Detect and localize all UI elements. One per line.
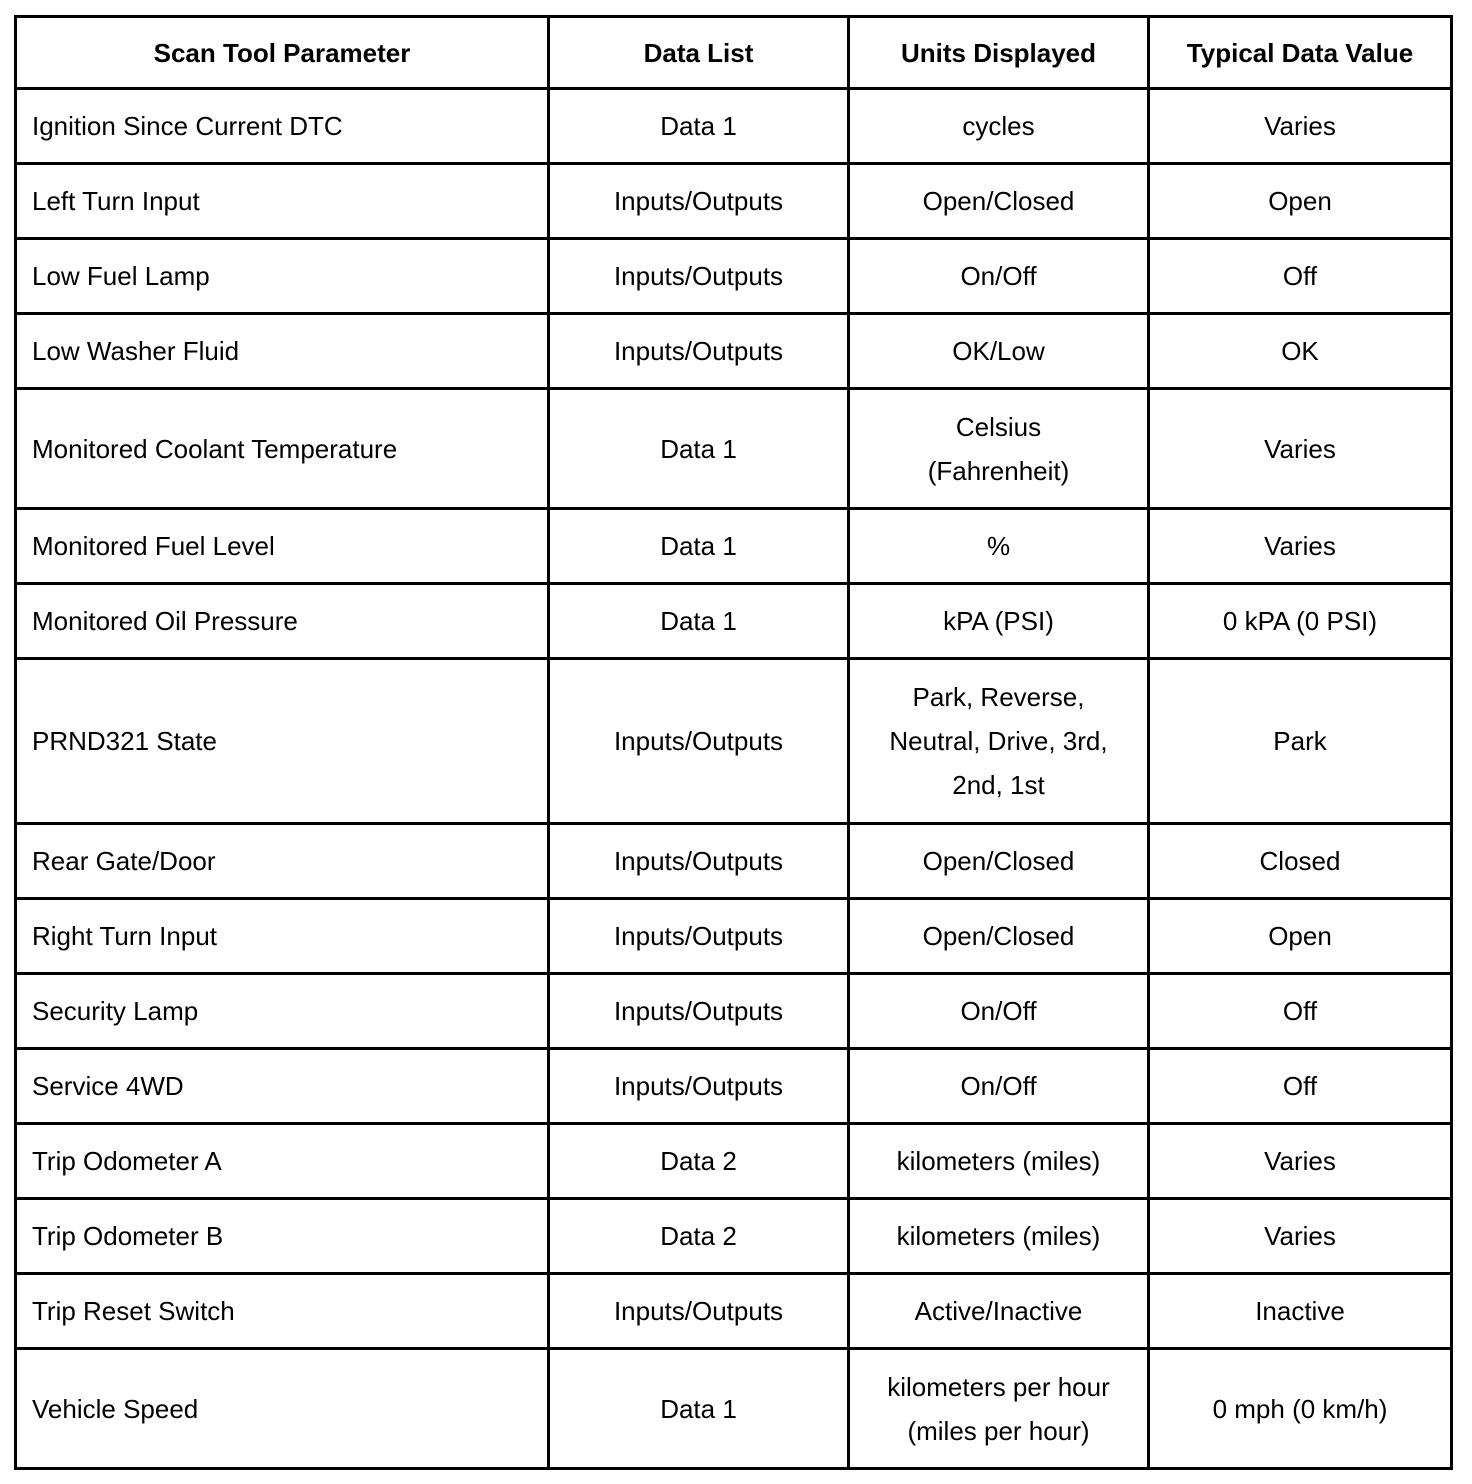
- parameter-text: Left Turn Input: [32, 186, 200, 216]
- parameter-text: Trip Odometer B: [32, 1221, 224, 1251]
- units-text: Celsius (Fahrenheit): [927, 411, 1070, 486]
- data-list-text: Inputs/Outputs: [613, 726, 784, 756]
- units-text: %: [986, 531, 1011, 561]
- cell-units: [849, 1274, 1149, 1349]
- cell-units: [849, 1199, 1149, 1274]
- cell-data-list: [549, 239, 849, 314]
- parameter-text: Low Washer Fluid: [32, 336, 240, 366]
- units-text: kilometers (miles): [896, 1146, 1101, 1176]
- parameter-text: Security Lamp: [32, 996, 199, 1026]
- data-list-text: Inputs/Outputs: [613, 261, 784, 291]
- data-list-text: Inputs/Outputs: [613, 996, 784, 1026]
- typical-value-text: Varies: [1264, 111, 1336, 141]
- data-list-text: Data 1: [660, 1393, 737, 1424]
- parameter-text: Ignition Since Current DTC: [32, 111, 343, 141]
- cell-parameter: [16, 1049, 549, 1124]
- table-row: [16, 584, 1452, 659]
- cell-parameter: [16, 659, 549, 824]
- cell-units: [849, 1049, 1149, 1124]
- table-row: [16, 1124, 1452, 1199]
- cell-data-list: [549, 584, 849, 659]
- cell-parameter: [16, 89, 549, 164]
- cell-data-list: [549, 1199, 849, 1274]
- cell-data-list: [549, 164, 849, 239]
- parameter-text: Monitored Coolant Temperature: [32, 433, 398, 464]
- cell-units: [849, 509, 1149, 584]
- typical-value-text: OK: [1281, 336, 1319, 366]
- table-row: [16, 509, 1452, 584]
- data-list-text: Data 2: [660, 1146, 737, 1176]
- cell-units: [849, 239, 1149, 314]
- cell-parameter: [16, 314, 549, 389]
- typical-value-text: Off: [1282, 261, 1318, 291]
- cell-data-list: [549, 1124, 849, 1199]
- cell-typical-value: [1149, 164, 1452, 239]
- cell-parameter: [16, 1349, 549, 1469]
- cell-units: [849, 584, 1149, 659]
- data-list-text: Inputs/Outputs: [613, 1071, 784, 1101]
- table-row: [16, 314, 1452, 389]
- typical-value-text: Varies: [1264, 531, 1336, 561]
- data-list-text: Data 1: [660, 111, 737, 141]
- parameter-text: Right Turn Input: [32, 921, 217, 951]
- table-row: [16, 899, 1452, 974]
- cell-parameter: [16, 1124, 549, 1199]
- table-body: [16, 89, 1452, 1469]
- data-list-text: Data 1: [660, 606, 737, 636]
- cell-typical-value: [1149, 1199, 1452, 1274]
- cell-parameter: [16, 509, 549, 584]
- parameter-text: PRND321 State: [32, 726, 217, 756]
- typical-value-text: 0 kPA (0 PSI): [1222, 606, 1378, 636]
- units-text: Open/Closed: [922, 921, 1075, 951]
- table-row: [16, 389, 1452, 509]
- cell-parameter: [16, 239, 549, 314]
- table-row: [16, 89, 1452, 164]
- cell-data-list: [549, 974, 849, 1049]
- typical-value-text: 0 mph (0 km/h): [1212, 1393, 1388, 1424]
- typical-value-text: Open: [1268, 186, 1332, 216]
- cell-parameter: [16, 584, 549, 659]
- units-text: On/Off: [960, 996, 1037, 1026]
- cell-parameter: [16, 899, 549, 974]
- cell-typical-value: [1149, 314, 1452, 389]
- cell-typical-value: [1149, 1349, 1452, 1469]
- data-list-text: Data 1: [660, 531, 737, 561]
- cell-units: [849, 89, 1149, 164]
- cell-parameter: [16, 974, 549, 1049]
- units-text: Active/Inactive: [914, 1296, 1083, 1326]
- typical-value-text: Off: [1282, 996, 1318, 1026]
- cell-data-list: [549, 509, 849, 584]
- typical-value-text: Varies: [1264, 433, 1336, 464]
- units-text: cycles: [962, 111, 1035, 141]
- cell-data-list: [549, 659, 849, 824]
- cell-parameter: [16, 164, 549, 239]
- cell-typical-value: [1149, 1049, 1452, 1124]
- units-text: kPA (PSI): [943, 606, 1054, 636]
- cell-parameter: [16, 1274, 549, 1349]
- units-text: On/Off: [960, 261, 1037, 291]
- header-scan-tool-parameter: Scan Tool Parameter: [16, 17, 549, 89]
- units-text: Park, Reverse, Neutral, Drive, 3rd, 2nd, 1st: [889, 682, 1108, 800]
- units-text: OK/Low: [952, 336, 1045, 366]
- data-list-text: Inputs/Outputs: [613, 846, 784, 876]
- parameter-text: Monitored Fuel Level: [32, 531, 275, 561]
- cell-data-list: [549, 1349, 849, 1469]
- cell-parameter: [16, 824, 549, 899]
- data-list-text: Inputs/Outputs: [613, 1296, 784, 1326]
- typical-value-text: Varies: [1264, 1221, 1336, 1251]
- parameter-text: Vehicle Speed: [32, 1393, 199, 1424]
- data-list-text: Inputs/Outputs: [613, 336, 784, 366]
- parameter-text: Rear Gate/Door: [32, 846, 216, 876]
- parameter-text: Service 4WD: [32, 1071, 184, 1101]
- cell-typical-value: [1149, 974, 1452, 1049]
- cell-typical-value: [1149, 239, 1452, 314]
- table-header: [16, 17, 1452, 89]
- units-text: kilometers per hour (miles per hour): [887, 1371, 1110, 1446]
- header-row: [16, 17, 1452, 89]
- cell-data-list: [549, 1274, 849, 1349]
- scan-tool-data-table: [14, 15, 1453, 1470]
- units-text: Open/Closed: [922, 186, 1075, 216]
- cell-units: [849, 1349, 1149, 1469]
- cell-typical-value: [1149, 389, 1452, 509]
- cell-typical-value: [1149, 1124, 1452, 1199]
- table-row: [16, 239, 1452, 314]
- cell-typical-value: [1149, 1274, 1452, 1349]
- data-list-text: Inputs/Outputs: [613, 186, 784, 216]
- cell-data-list: [549, 314, 849, 389]
- units-text: On/Off: [960, 1071, 1037, 1101]
- units-text: Open/Closed: [922, 846, 1075, 876]
- cell-data-list: [549, 824, 849, 899]
- header-typical-data-value: Typical Data Value: [1149, 17, 1452, 89]
- cell-units: [849, 824, 1149, 899]
- table-row: [16, 659, 1452, 824]
- typical-value-text: Open: [1268, 921, 1332, 951]
- table-row: [16, 1049, 1452, 1124]
- typical-value-text: Varies: [1264, 1146, 1336, 1176]
- cell-units: [849, 1124, 1149, 1199]
- cell-parameter: [16, 1199, 549, 1274]
- parameter-text: Trip Reset Switch: [32, 1296, 235, 1326]
- cell-data-list: [549, 89, 849, 164]
- data-list-text: Data 2: [660, 1221, 737, 1251]
- header-units-displayed: Units Displayed: [849, 17, 1149, 89]
- cell-units: [849, 899, 1149, 974]
- cell-parameter: [16, 389, 549, 509]
- cell-typical-value: [1149, 659, 1452, 824]
- typical-value-text: Park: [1273, 726, 1327, 756]
- cell-typical-value: [1149, 899, 1452, 974]
- table-row: [16, 164, 1452, 239]
- table-row: [16, 1349, 1452, 1469]
- cell-data-list: [549, 389, 849, 509]
- cell-typical-value: [1149, 824, 1452, 899]
- table-row: [16, 1274, 1452, 1349]
- parameter-text: Trip Odometer A: [32, 1146, 222, 1176]
- typical-value-text: Closed: [1259, 846, 1341, 876]
- cell-data-list: [549, 1049, 849, 1124]
- header-data-list: Data List: [549, 17, 849, 89]
- cell-units: [849, 389, 1149, 509]
- cell-units: [849, 659, 1149, 824]
- data-list-text: Data 1: [660, 433, 737, 464]
- table-row: [16, 974, 1452, 1049]
- cell-data-list: [549, 899, 849, 974]
- cell-units: [849, 164, 1149, 239]
- cell-units: [849, 974, 1149, 1049]
- cell-units: [849, 314, 1149, 389]
- table-row: [16, 824, 1452, 899]
- table-row: [16, 1199, 1452, 1274]
- typical-value-text: Inactive: [1255, 1296, 1345, 1326]
- units-text: kilometers (miles): [896, 1221, 1101, 1251]
- typical-value-text: Off: [1282, 1071, 1318, 1101]
- parameter-text: Monitored Oil Pressure: [32, 606, 298, 636]
- cell-typical-value: [1149, 89, 1452, 164]
- cell-typical-value: [1149, 584, 1452, 659]
- parameter-text: Low Fuel Lamp: [32, 261, 210, 291]
- data-list-text: Inputs/Outputs: [613, 921, 784, 951]
- cell-typical-value: [1149, 509, 1452, 584]
